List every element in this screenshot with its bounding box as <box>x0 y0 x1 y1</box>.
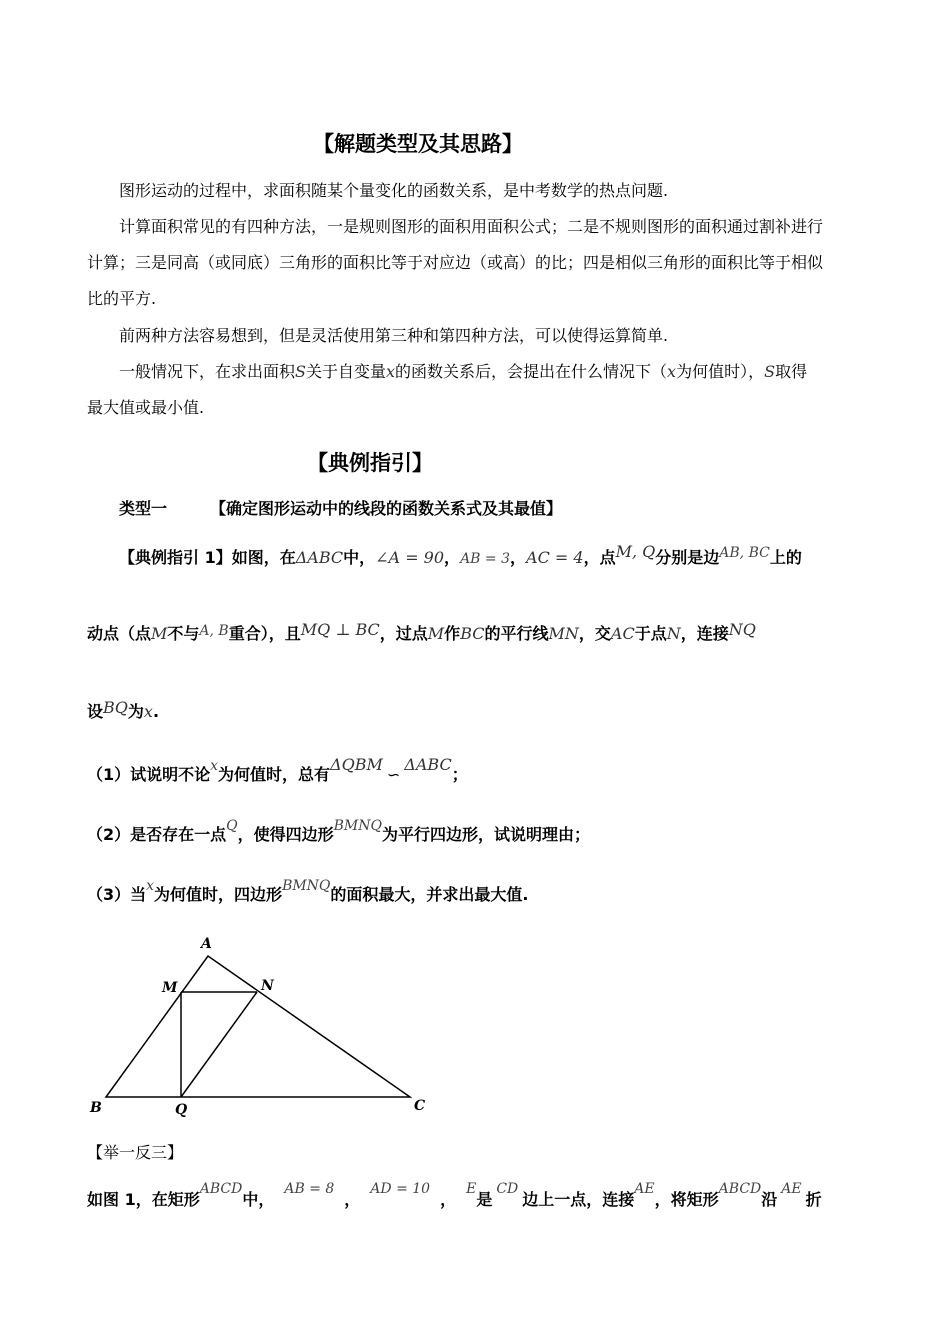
text: 一般情况下，在求出面积 <box>119 362 296 381</box>
text: ，使得四边形 <box>237 825 334 844</box>
text: ，交 <box>578 624 611 643</box>
practice-line-1 <box>87 1181 822 1211</box>
math-ae: AE <box>781 1181 802 1197</box>
text: 沿 <box>761 1190 778 1209</box>
example-1-line-1 <box>119 542 802 569</box>
type-label: 类型一 <box>119 499 168 518</box>
math-x: x <box>386 362 396 381</box>
text: 是 <box>476 1190 493 1209</box>
math-a-b: A, B <box>199 623 229 639</box>
math-m: M <box>151 624 168 643</box>
text: ， <box>440 1190 457 1209</box>
text: （3）当 <box>87 885 147 904</box>
text: ，将矩形 <box>654 1190 719 1209</box>
intro-paragraph-3: 前两种方法容易想到，但是灵活使用第三种和第四种方法，可以使得运算简单. <box>119 326 669 345</box>
question-1 <box>87 755 468 785</box>
section-heading-methods: 【解题类型及其思路】 <box>313 132 523 156</box>
similar-symbol: ∽ <box>386 765 401 784</box>
text: （2）是否存在一点 <box>87 825 227 844</box>
math-ae: AE <box>634 1181 655 1197</box>
example-1-line-3 <box>87 698 160 722</box>
text: 的面积最大，并求出最大值. <box>330 885 529 904</box>
math-m: M <box>427 624 445 643</box>
text: 【典例指引 1】如图，在 <box>119 548 296 567</box>
text: ， <box>510 548 527 567</box>
text: 作 <box>444 624 461 643</box>
text: 关于自变量 <box>305 362 386 381</box>
math-mn: MN <box>548 624 579 643</box>
text: ，连接 <box>680 624 729 643</box>
text: 边上一点，连接 <box>522 1190 635 1209</box>
math-cd: CD <box>496 1181 519 1197</box>
text: ，点 <box>583 548 616 567</box>
geometry-figure <box>80 930 440 1130</box>
math-quad-bmnq: BMNQ <box>282 878 331 894</box>
text: 的函数关系后，会提出在什么情况下（ <box>395 362 668 381</box>
label-m: M <box>162 980 178 996</box>
label-n: N <box>261 978 274 994</box>
math-n: N <box>666 624 681 643</box>
text: 上的 <box>769 548 802 567</box>
math-nq: NQ <box>728 620 756 639</box>
text: 设 <box>87 702 104 721</box>
intro-paragraph-2-line-2: 计算；三是同高（或同底）三角形的面积比等于对应边（或高）的比；四是相似三角形的面积比等于相似 <box>87 253 824 272</box>
math-ad-10: AD = 10 <box>370 1181 431 1197</box>
math-x: x <box>146 878 155 894</box>
intro-paragraph-2-line-3: 比的平方. <box>87 289 157 308</box>
text: 如图 1，在矩形 <box>87 1190 200 1209</box>
math-abcd: ABCD <box>199 1181 243 1197</box>
math-q: Q <box>226 818 238 834</box>
math-abcd: ABCD <box>718 1181 762 1197</box>
text: 为何值时，四边形 <box>154 885 283 904</box>
text: 为 <box>127 702 144 721</box>
type-title: 【确定图形运动中的线段的函数关系式及其最值】 <box>210 499 563 518</box>
text: 取得 <box>775 362 808 381</box>
text: 于点 <box>634 624 667 643</box>
text: 折 <box>805 1190 822 1209</box>
math-triangle-abc: ΔABC <box>404 755 452 774</box>
math-ab-8: AB = 8 <box>284 1181 335 1197</box>
text: 动点（点 <box>87 624 152 643</box>
section-heading-examples: 【典例指引】 <box>307 451 433 475</box>
label-q: Q <box>175 1102 188 1118</box>
text: 为何值时，总有 <box>218 765 331 784</box>
label-b: B <box>90 1100 102 1116</box>
math-S: S <box>764 362 776 381</box>
text: 为平行四边形，试说明理由； <box>382 825 591 844</box>
intro-paragraph-4-line-1 <box>119 362 807 382</box>
intro-paragraph-2-line-1: 计算面积常见的有四种方法，一是规则图形的面积用面积公式；二是不规则图形的面积通过割补进行 <box>119 217 824 236</box>
text: ， <box>344 1190 361 1209</box>
intro-paragraph-1: 图形运动的过程中，求面积随某个量变化的函数关系，是中考数学的热点问题. <box>119 181 669 200</box>
math-triangle-abc: ΔABC <box>295 548 344 567</box>
practice-label: 【举一反三】 <box>87 1143 184 1162</box>
text: 重合），且 <box>228 624 301 643</box>
text: 分别是边 <box>655 548 720 567</box>
text: 为何值时）， <box>676 362 765 381</box>
math-e: E <box>466 1181 477 1197</box>
label-c: C <box>414 1098 426 1114</box>
math-bq: BQ <box>103 698 128 717</box>
intro-paragraph-4-line-2: 最大值或最小值. <box>87 398 205 417</box>
question-3 <box>87 878 529 905</box>
math-quad-bmnq: BMNQ <box>333 818 382 834</box>
math-x: x <box>143 702 153 721</box>
text: ； <box>451 765 468 784</box>
math-angle-a: ∠A = 90 <box>375 548 445 567</box>
math-x: x <box>667 362 677 381</box>
triangle-abc <box>106 956 410 1097</box>
math-triangle-qbm: ΔQBM <box>330 755 383 774</box>
math-ac: AC = 4 <box>526 548 584 567</box>
math-ab-bc: AB, BC <box>719 545 770 561</box>
segment-nq <box>181 992 257 1097</box>
text: ，过点 <box>379 624 428 643</box>
text: 的平行线 <box>484 624 549 643</box>
text: ， <box>444 548 461 567</box>
math-x: x <box>210 758 219 774</box>
math-bc: BC <box>460 624 485 643</box>
math-S: S <box>295 362 306 381</box>
example-1-line-2 <box>87 620 756 645</box>
text: 不与 <box>167 624 200 643</box>
text: 中， <box>343 548 376 567</box>
text: 中， <box>242 1190 275 1209</box>
text: . <box>152 702 160 721</box>
math-mq-perp-bc: MQ ⊥ BC <box>300 620 380 639</box>
math-ab: AB = 3 <box>460 551 510 567</box>
math-m-q: M, Q <box>615 542 656 561</box>
label-a: A <box>201 936 212 952</box>
text: （1）试说明不论 <box>87 765 211 784</box>
question-2 <box>87 818 591 845</box>
math-ac: AC <box>610 624 635 643</box>
